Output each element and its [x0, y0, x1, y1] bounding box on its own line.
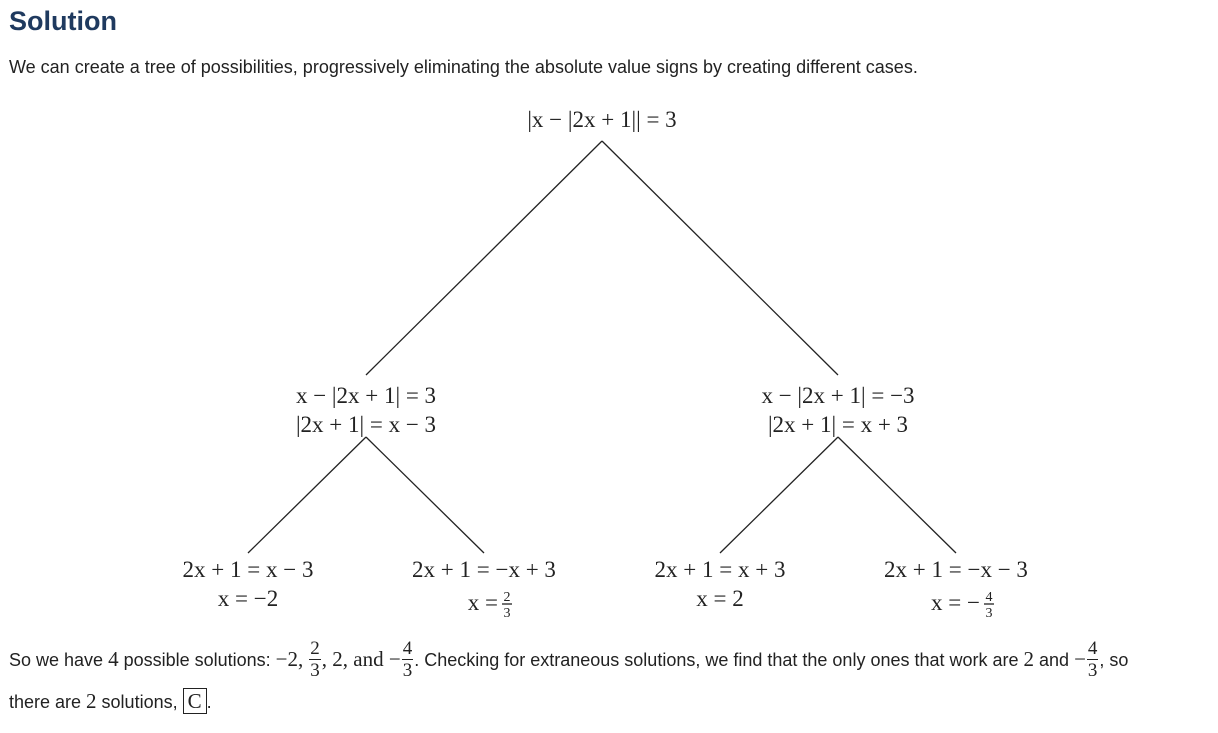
solution-neg-two: −2,: [275, 647, 304, 671]
summary-text-2: possible solutions:: [118, 650, 276, 670]
summary-text-6: there are: [9, 691, 87, 712]
edge-left-leaf1: [248, 437, 366, 553]
intro-text: We can create a tree of possibilities, progressively eliminating the absolute value signs by creating different cases.: [9, 57, 918, 77]
summary-text-5: , so: [1099, 650, 1129, 670]
minus-sign: −: [1074, 647, 1086, 671]
leaf4-frac-num: 4: [985, 590, 993, 605]
edge-right-leaf4: [838, 437, 956, 553]
leaf4-equation: 2x + 1 = −x − 3: [884, 557, 1028, 582]
fraction-numerator: 4: [1087, 637, 1098, 659]
leaf4-solution-prefix: x = −: [931, 590, 980, 615]
fraction-numerator: 4: [402, 637, 413, 659]
summary-text-7: solutions,: [96, 691, 183, 712]
solution-two-and: , 2, and: [321, 647, 389, 671]
leaf1-equation: 2x + 1 = x − 3: [182, 557, 314, 582]
leaf3-equation: 2x + 1 = x + 3: [654, 557, 786, 582]
summary-text-4: and: [1034, 650, 1075, 670]
fraction-four-thirds: [402, 639, 414, 680]
leaf2-frac-num: 2: [503, 590, 511, 605]
left-node-line1: x − |2x + 1| = 3: [295, 383, 437, 408]
summary-text-1: So we have: [9, 650, 109, 670]
edge-root-right: [602, 141, 838, 375]
left-node-line2: |2x + 1| = x − 3: [295, 412, 437, 437]
solution-heading: Solution: [9, 6, 117, 36]
solution-count: 4: [108, 647, 119, 671]
minus-sign: −: [388, 647, 401, 671]
fraction-denominator: 3: [1087, 659, 1098, 681]
leaf1-solution: x = −2: [217, 586, 279, 611]
boxed-answer: C: [183, 688, 207, 714]
edge-root-left: [366, 141, 602, 375]
fraction-denominator: 3: [310, 659, 320, 681]
leaf4-frac-den: 3: [985, 606, 993, 621]
summary-text-3: . Checking for extraneous solutions, we find that the only ones that work are: [414, 650, 1024, 670]
leaf2-frac-den: 3: [503, 606, 511, 621]
fraction-two-thirds: [309, 639, 321, 680]
fraction-denominator: 3: [402, 659, 413, 681]
edge-left-leaf2: [366, 437, 484, 553]
root-equation: |x − |2x + 1|| = 3: [527, 107, 677, 132]
working-solution-two: 2: [1023, 647, 1035, 671]
right-node-line1: x − |2x + 1| = −3: [761, 383, 915, 408]
summary-text-8: .: [206, 691, 212, 712]
summary-paragraph: [9, 637, 1209, 721]
leaf3-solution: x = 2: [696, 586, 744, 611]
right-node-line2: |2x + 1| = x + 3: [767, 412, 909, 437]
fraction-four-thirds-working: [1087, 639, 1099, 680]
solution-total: 2: [86, 688, 97, 713]
leaf2-solution-prefix: x =: [467, 590, 498, 615]
fraction-numerator: 2: [310, 637, 320, 659]
leaf2-equation: 2x + 1 = −x + 3: [412, 557, 556, 582]
possibility-tree-diagram: [0, 95, 1218, 635]
edge-right-leaf3: [720, 437, 838, 553]
